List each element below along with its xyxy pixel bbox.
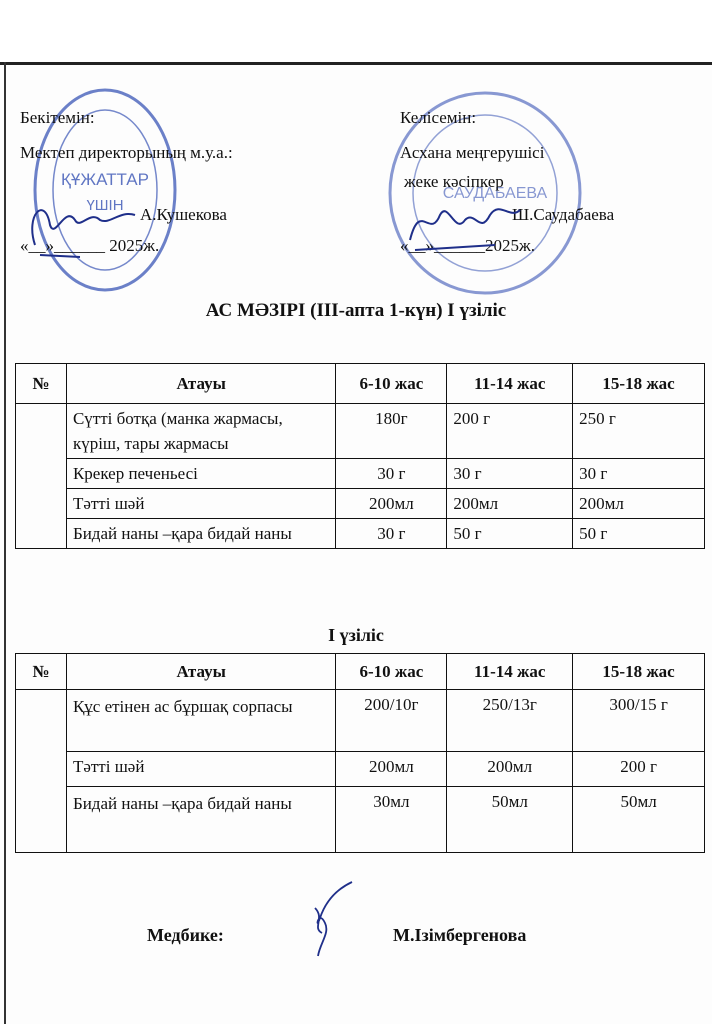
table-header bbox=[16, 654, 705, 690]
scan-border-top bbox=[0, 0, 712, 65]
approver-name: А.Кушекова bbox=[140, 205, 227, 224]
svg-text:САУДАБАЕВА: САУДАБАЕВА bbox=[442, 185, 548, 202]
left-signature bbox=[20, 185, 150, 265]
amount-cell: 200/10г bbox=[336, 690, 447, 752]
col-age-6-10: 6-10 жас bbox=[336, 654, 447, 690]
amount-cell: 30 г bbox=[573, 459, 705, 489]
approve-label: Бекітемін: bbox=[20, 108, 95, 127]
section-subtitle: І үзіліс bbox=[328, 625, 384, 645]
amount-cell: 50мл bbox=[573, 787, 705, 853]
col-name: Атауы bbox=[66, 364, 336, 404]
table-row bbox=[16, 489, 705, 519]
amount-cell: 50 г bbox=[573, 519, 705, 549]
nurse-name: М.Ізімбергенова bbox=[393, 925, 527, 945]
amount-cell: 30 г bbox=[336, 519, 447, 549]
right-signature bbox=[400, 190, 530, 260]
table-row bbox=[16, 404, 705, 459]
menu-title: АС МӘЗІРІ (ІІІ-апта 1-күн) І үзіліс bbox=[205, 300, 507, 321]
amount-cell: 250 г bbox=[573, 404, 705, 459]
number-cell bbox=[16, 690, 67, 853]
amount-cell: 30 г bbox=[447, 459, 573, 489]
table-header bbox=[16, 364, 705, 404]
col-number: № bbox=[16, 654, 67, 690]
amount-cell: 200мл bbox=[336, 752, 447, 787]
amount-cell: 200 г bbox=[573, 752, 705, 787]
dish-cell: Бидай наны –қара бидай наны bbox=[66, 787, 335, 853]
amount-cell: 30мл bbox=[336, 787, 447, 853]
scan-border-left bbox=[4, 62, 6, 1024]
col-number: № bbox=[16, 364, 67, 404]
approver-date: «__»______ 2025ж. bbox=[20, 236, 160, 255]
amount-cell: 50мл bbox=[447, 787, 573, 853]
col-age-15-18: 15-18 жас bbox=[573, 364, 705, 404]
agree-label: Келісемін: bbox=[400, 108, 477, 127]
dish-cell: Тәтті шәй bbox=[66, 752, 335, 787]
amount-cell: 250/13г bbox=[447, 690, 573, 752]
number-cell bbox=[16, 404, 67, 549]
dish-cell: Крекер печеньесі bbox=[66, 459, 336, 489]
dish-cell: Бидай наны –қара бидай наны bbox=[66, 519, 336, 549]
table-row bbox=[16, 787, 705, 853]
agreer-position2: жеке кәсіпкер bbox=[404, 172, 504, 191]
table-row bbox=[16, 690, 705, 752]
menu-table-2 bbox=[15, 653, 705, 853]
col-name: Атауы bbox=[66, 654, 335, 690]
amount-cell: 200мл bbox=[447, 489, 573, 519]
table-row bbox=[16, 752, 705, 787]
col-age-11-14: 11-14 жас bbox=[447, 654, 573, 690]
table-row bbox=[16, 459, 705, 489]
approver-position: Мектеп директорының м.у.а.: bbox=[20, 143, 233, 162]
table-row bbox=[16, 519, 705, 549]
amount-cell: 300/15 г bbox=[573, 690, 705, 752]
menu-table-1 bbox=[15, 363, 705, 549]
amount-cell: 200 г bbox=[447, 404, 573, 459]
amount-cell: 180г bbox=[336, 404, 447, 459]
amount-cell: 30 г bbox=[336, 459, 447, 489]
agreer-date: «__»______2025ж. bbox=[400, 236, 535, 255]
svg-text:ҚҰЖАТТАР: ҚҰЖАТТАР bbox=[61, 170, 149, 189]
dish-cell: Тәтті шәй bbox=[66, 489, 336, 519]
col-age-15-18: 15-18 жас bbox=[573, 654, 705, 690]
agreer-position: Асхана меңгерушісі bbox=[400, 143, 545, 162]
agreer-name: Ш.Саудабаева bbox=[512, 205, 615, 224]
nurse-signature bbox=[300, 878, 360, 958]
col-age-11-14: 11-14 жас bbox=[447, 364, 573, 404]
amount-cell: 50 г bbox=[447, 519, 573, 549]
amount-cell: 200мл bbox=[336, 489, 447, 519]
col-age-6-10: 6-10 жас bbox=[336, 364, 447, 404]
amount-cell: 200мл bbox=[447, 752, 573, 787]
svg-text:ҮШІН: ҮШІН bbox=[86, 197, 124, 214]
dish-cell: Құс етінен ас бұршақ сорпасы bbox=[66, 690, 335, 752]
amount-cell: 200мл bbox=[573, 489, 705, 519]
dish-cell: Сүтті ботқа (манка жармасы, күріш, тары жармасы bbox=[66, 404, 336, 459]
nurse-label: Медбике: bbox=[147, 925, 224, 945]
